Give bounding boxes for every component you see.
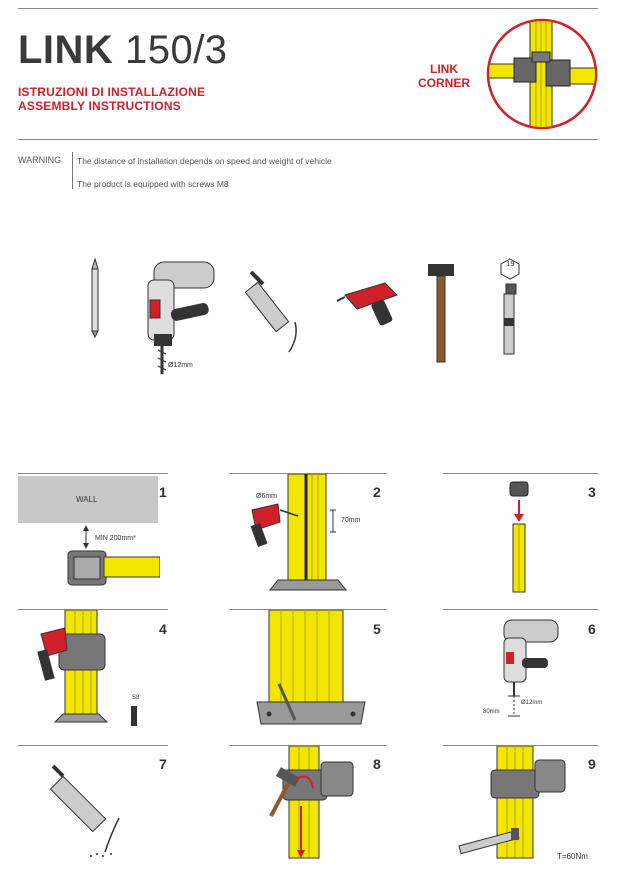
step-8-illustration — [255, 746, 370, 861]
step-4-number: 4 — [159, 621, 167, 637]
header-divider — [18, 139, 598, 140]
step-4-screw-label: S8 — [132, 695, 140, 701]
step-8-number: 8 — [373, 756, 381, 772]
step-2-drill-label: Ø6mm — [256, 493, 277, 500]
top-rule — [18, 8, 598, 9]
sledgehammer-icon — [425, 260, 457, 365]
step-7-rule — [18, 745, 168, 746]
step-3-illustration — [500, 478, 540, 596]
product-model: 150/3 — [124, 28, 228, 72]
step-1-rule — [18, 473, 168, 474]
page-title — [18, 28, 228, 73]
step-7-illustration — [45, 760, 145, 860]
subtitle-italian: ISTRUZIONI DI INSTALLAZIONE — [18, 85, 206, 99]
step-6-depth-label: 80mm — [483, 709, 500, 715]
corner-label-line2: CORNER — [417, 76, 470, 90]
torque-label: T=60Nm — [557, 852, 588, 861]
marker-pencil-icon — [85, 255, 105, 340]
warning-divider — [72, 152, 73, 189]
min-distance-label: MIN 200mm* — [95, 535, 136, 542]
step-5-illustration — [255, 610, 370, 730]
subtitle-english: ASSEMBLY INSTRUCTIONS — [18, 99, 181, 113]
drill-bit-diameter-label: Ø12mm — [168, 362, 193, 369]
step-6-drill-label: Ø12mm — [521, 700, 543, 706]
warning-line-2: The product is equipped with screws M8 — [77, 179, 229, 189]
warning-line-1: The distance of installation depends on speed and weight of vehicle — [77, 156, 332, 166]
socket-size-label: 19 — [506, 261, 515, 268]
link-corner-illustration — [486, 18, 598, 130]
corner-label — [414, 62, 474, 90]
product-name: LINK — [18, 28, 114, 72]
step-2-depth-label: 70mm — [341, 517, 361, 524]
torque-wrench-icon — [495, 258, 525, 363]
cordless-screwdriver-icon — [335, 275, 415, 335]
step-4-illustration — [35, 610, 165, 728]
step-5-number: 5 — [373, 621, 381, 637]
step-2-number: 2 — [373, 484, 381, 500]
corner-label-line1: LINK — [430, 62, 458, 76]
step-3-rule — [443, 473, 598, 474]
step-6-rule — [443, 609, 598, 610]
step-6-number: 6 — [588, 621, 596, 637]
warning-label: WARNING — [18, 155, 62, 165]
step-9-number: 9 — [588, 756, 596, 772]
step-7-number: 7 — [159, 756, 167, 772]
blower-pump-icon — [245, 262, 310, 357]
step-1-number: 1 — [159, 484, 167, 500]
wall-label: WALL — [76, 495, 98, 504]
hammer-drill-icon — [140, 250, 220, 380]
step-9-illustration — [455, 746, 570, 864]
step-3-number: 3 — [588, 484, 596, 500]
